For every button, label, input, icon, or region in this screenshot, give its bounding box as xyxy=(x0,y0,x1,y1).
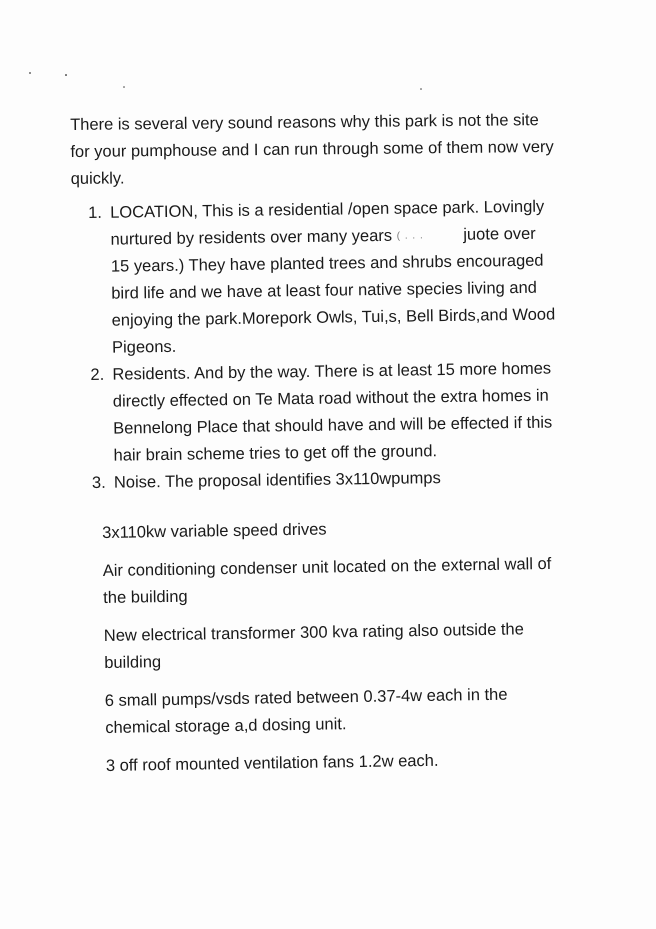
numbered-list xyxy=(88,193,562,497)
list-item-text: Residents. And by the way. There is at least 15 more homes directly effected on Te Mata road without the extra homes in Bennelong Place that should have and will be effected if this hair brain scheme tries to get off the ground. xyxy=(112,359,553,466)
intro-paragraph xyxy=(70,107,561,193)
list-text-part: LOCATION, This is a residential /open space park. Lovingly nurtured by residents over many years xyxy=(110,197,545,249)
list-text-part: juote over 15 years.) They have planted trees and shrubs encouraged bird life and we have at least four native species living and enjoying the park.Morepork Owls, Tui,s, Bell Birds,and Wood Pigeons. xyxy=(110,224,556,357)
list-item-residents xyxy=(90,356,561,471)
list-item-location xyxy=(88,193,560,362)
detail-line: 3x110kw variable speed drives xyxy=(102,520,327,542)
list-number: 2. xyxy=(90,366,105,385)
list-item-text xyxy=(110,193,560,362)
detail-line: New electrical transformer 300 kva rating also outside the building xyxy=(103,620,524,673)
scan-speck xyxy=(420,88,422,90)
scan-speck xyxy=(29,72,31,74)
detail-line: 3 off roof mounted ventilation fans 1.2w each. xyxy=(105,752,439,776)
detail-line: Air conditioning condenser unit located on the external wall of the building xyxy=(102,554,552,608)
intro-text: There is several very sound reasons why this park is not the site for your pumphouse and I can run through some of them now very quickly. xyxy=(70,111,554,189)
redacted-text: ( . . . xyxy=(396,230,424,242)
list-number: 1. xyxy=(88,203,103,222)
noise-details xyxy=(102,513,576,792)
detail-line: 6 small pumps/vsds rated between 0.37-4w each in the chemical storage a,d dosing unit. xyxy=(104,685,508,738)
scan-speck xyxy=(65,74,67,76)
scan-speck xyxy=(123,86,125,88)
list-number: 3. xyxy=(91,474,106,493)
list-item-text: Noise. The proposal identifies 3x110wpumps xyxy=(113,469,441,493)
list-item-noise xyxy=(92,464,562,498)
